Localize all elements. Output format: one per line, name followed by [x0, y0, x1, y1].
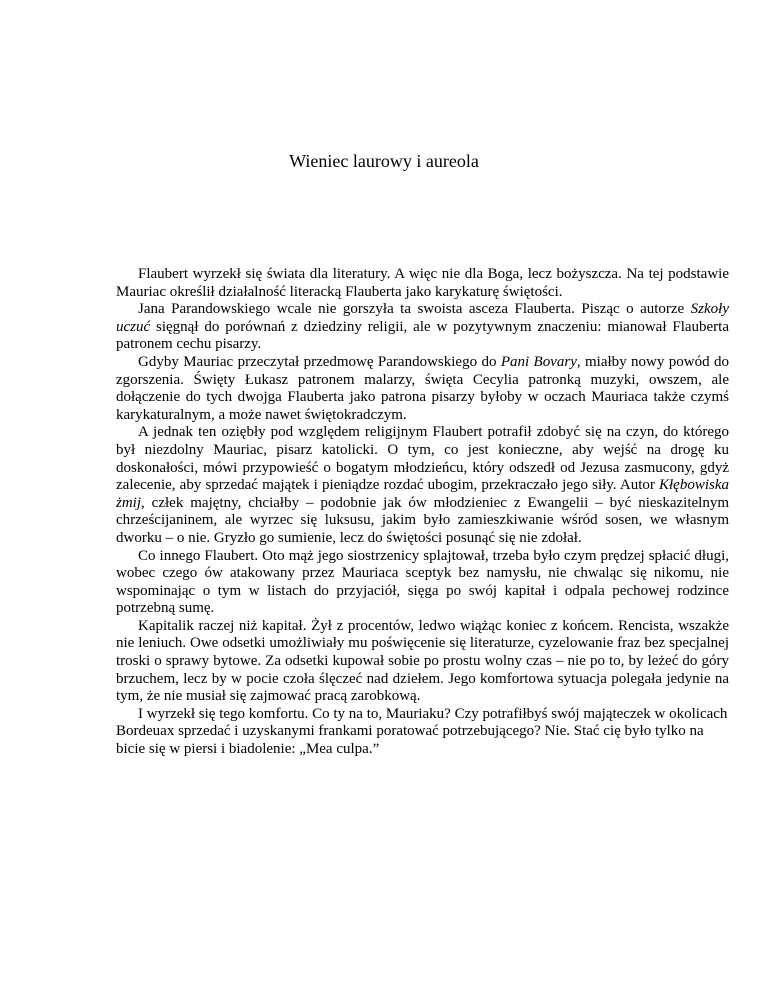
text-segment: Jana Parandowskiego wcale nie gorszyła ta swoista asceza Flauberta. Pisząc o autorze	[138, 301, 691, 318]
document-title: Wieniec laurowy i aureola	[289, 151, 479, 171]
italic-title: Szkoły uczuć	[116, 301, 729, 335]
italic-title: Kłębowiska żmij	[116, 477, 729, 511]
text-segment: A jednak ten oziębły pod względem religijnym Flaubert potrafił zdobyć się na czyn, do którego był niezdolny Mauriac, pisarz katolicki. O tym, co jest konieczne, aby wejść na drogę ku doskonałości, mówi przypowieść o bogatym młodzieńcu, który odszedł od Jezusa zasmucony, gdyż zalecenie, aby sprzedać majątek i pieniądze rozdać ubogim, przekraczało jego siły. Autor	[116, 424, 729, 494]
text-segment: Gdyby Mauriac przeczytał przedmowę Parandowskiego do	[138, 353, 501, 370]
text-segment: , miałby nowy powód do zgorszenia. Święty Łukasz patronem malarzy, święta Cecylia patronką muzyki, owszem, ale dołączenie do tych dwojga Flauberta jako patrona pisarzy byłoby w oczach Mauriaca także czymś karykaturalnym, a może nawet świętokradczym.	[116, 353, 729, 423]
text-segment: Co innego Flaubert. Oto mąż jego siostrzenicy splajtował, trzeba było czym prędzej spłacić długi, wobec czego ów atakowany przez Mauriaca sceptyk bez namysłu, nie chwaląc się nikomu, nie wspominając o tym w listach do przyjaciół, sięga po swój kapitał i odpala pechowej rodzince potrzebną sumę.	[116, 547, 729, 617]
paragraph	[116, 354, 729, 424]
document-body	[116, 266, 729, 759]
text-segment: I wyrzekł się tego komfortu. Co ty na to, Mauriaku? Czy potrafiłbyś swój mająteczek w okolicach Bordeuax sprzedać i uzyskanymi frankami poratować potrzebującego? Nie. Stać cię było tylko na bicie się w piersi i biadolenie: „Mea culpa.”	[116, 705, 728, 758]
paragraph	[116, 548, 729, 618]
text-segment: Flaubert wyrzekł się świata dla literatury. A więc nie dla Boga, lecz bożyszcza. Na tej podstawie Mauriac określił działalność literacką Flauberta jako karykaturę świętości.	[116, 266, 729, 300]
italic-title: Pani Bovary	[500, 353, 577, 370]
paragraph	[116, 301, 729, 354]
text-segment: , człek majętny, chciałby – podobnie jak ów młodzieniec z Ewangelii – być nieskazitelnym chrześcijaninem, ale wyrzec się luksusu, jakim było zamieszkiwanie wśród sosen, we własnym dworku – o nie. Gryzło go sumienie, lecz do świętości posunąć się nie zdołał.	[116, 494, 729, 546]
paragraph	[116, 706, 729, 759]
paragraph	[116, 266, 729, 301]
text-segment: Kapitalik raczej niż kapitał. Żył z procentów, ledwo wiążąc koniec z końcem. Rencista, wszakże nie leniuch. Owe odsetki umożliwiały mu poświęcenie się literaturze, cyzelowanie fraz bez specjalnej troski o sprawy bytowe. Za odsetki kupował sobie po prostu wolny czas – nie po to, by leżeć do góry brzuchem, lecz by w pocie czoła ślęczeć nad dziełem. Jego komfortowa sytuacja polegała jedynie na tym, że nie musiał się zajmować pracą zarobkową.	[116, 617, 729, 705]
paragraph	[116, 424, 729, 547]
text-segment: sięgnął do porównań z dziedziny religii, ale w pozytywnym znaczeniu: mianował Flauberta patronem cechu pisarzy.	[116, 318, 729, 353]
paragraph	[116, 618, 729, 706]
